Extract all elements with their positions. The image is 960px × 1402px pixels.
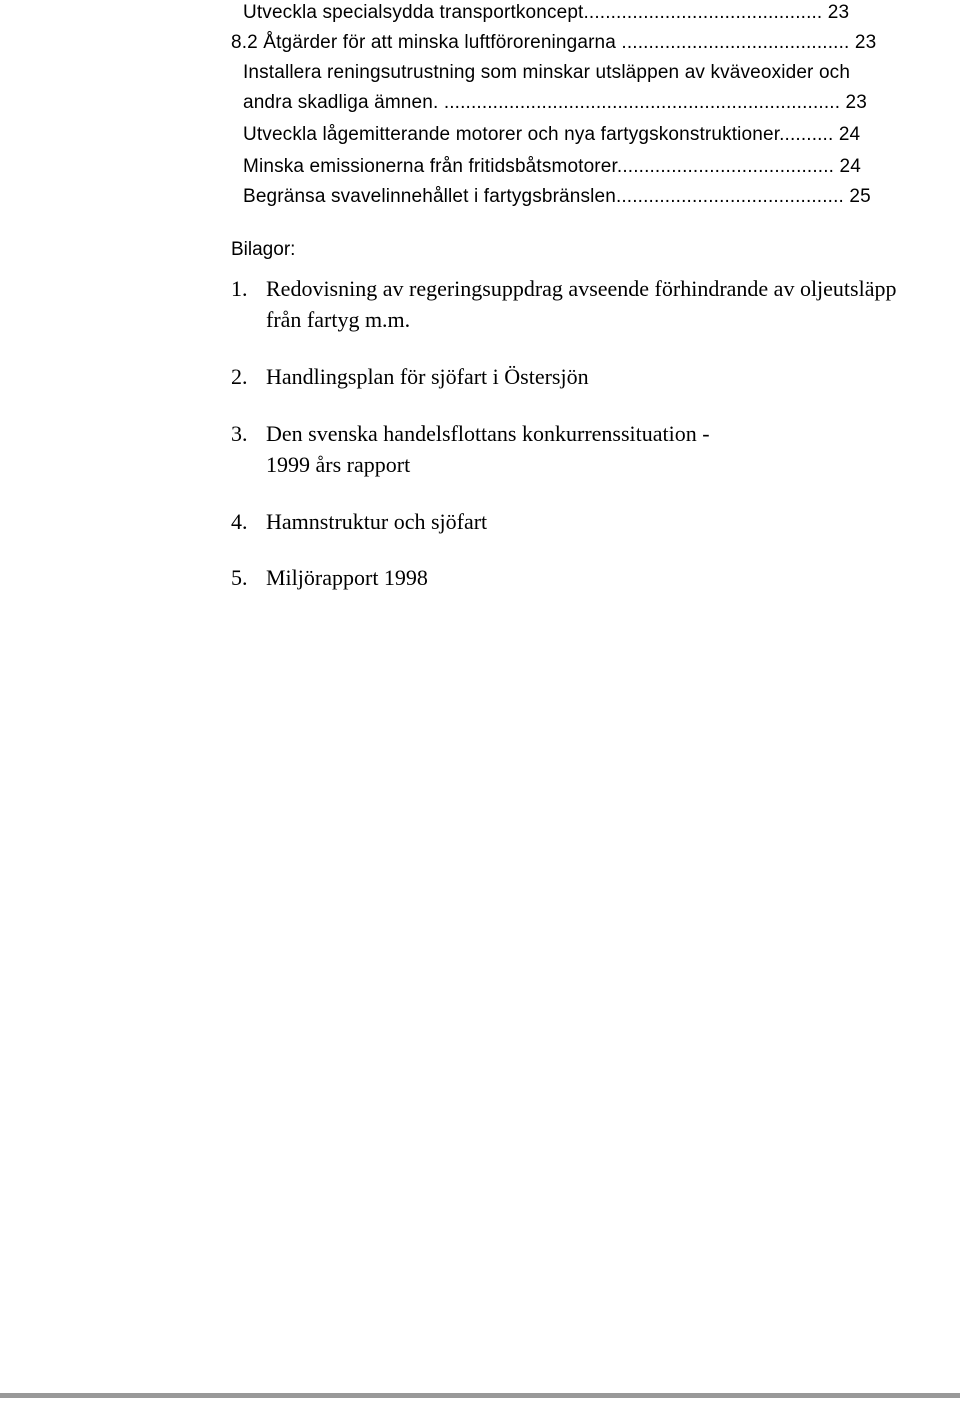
appendix-title: Miljörapport 1998	[266, 565, 428, 590]
toc-entry: Utveckla specialsydda transportkoncept............................................ 23	[243, 2, 850, 23]
toc-entry: Minska emissionerna från fritidsbåtsmotorer........................................ 24	[243, 156, 861, 177]
appendix-title-continued: från fartyg m.m.	[266, 307, 411, 332]
appendix-item	[231, 563, 956, 593]
appendix-number: 2.	[231, 364, 248, 389]
toc-entry: andra skadliga ämnen. ......................................................................... 23	[243, 92, 867, 113]
toc-entry: Utveckla lågemitterande motorer och nya fartygskonstruktioner.......... 24	[243, 124, 861, 145]
appendix-title: Redovisning av regeringsuppdrag avseende förhindrande av oljeutsläpp	[266, 276, 897, 301]
appendix-number: 3.	[231, 421, 248, 446]
appendix-title: Handlingsplan för sjöfart i Östersjön	[266, 364, 589, 389]
toc-entry: Installera reningsutrustning som minskar utsläppen av kväveoxider och	[243, 62, 851, 83]
appendix-number: 4.	[231, 509, 248, 534]
appendix-item	[231, 507, 956, 537]
appendix-item	[231, 419, 956, 481]
appendix-number: 1.	[231, 276, 248, 301]
toc-entry: Begränsa svavelinnehållet i fartygsbränslen.......................................... 25	[243, 186, 871, 207]
toc-entry: 8.2 Åtgärder för att minska luftföroreningarna .......................................... 23	[231, 32, 877, 53]
page-bottom-rule	[0, 1393, 960, 1398]
appendix-item	[231, 362, 956, 392]
appendix-item	[231, 274, 956, 336]
appendix-title-continued: 1999 års rapport	[266, 452, 411, 477]
appendix-title: Den svenska handelsflottans konkurrenssituation -	[266, 421, 710, 446]
appendix-number: 5.	[231, 565, 248, 590]
appendices-heading: Bilagor:	[231, 239, 296, 260]
appendix-title: Hamnstruktur och sjöfart	[266, 509, 488, 534]
